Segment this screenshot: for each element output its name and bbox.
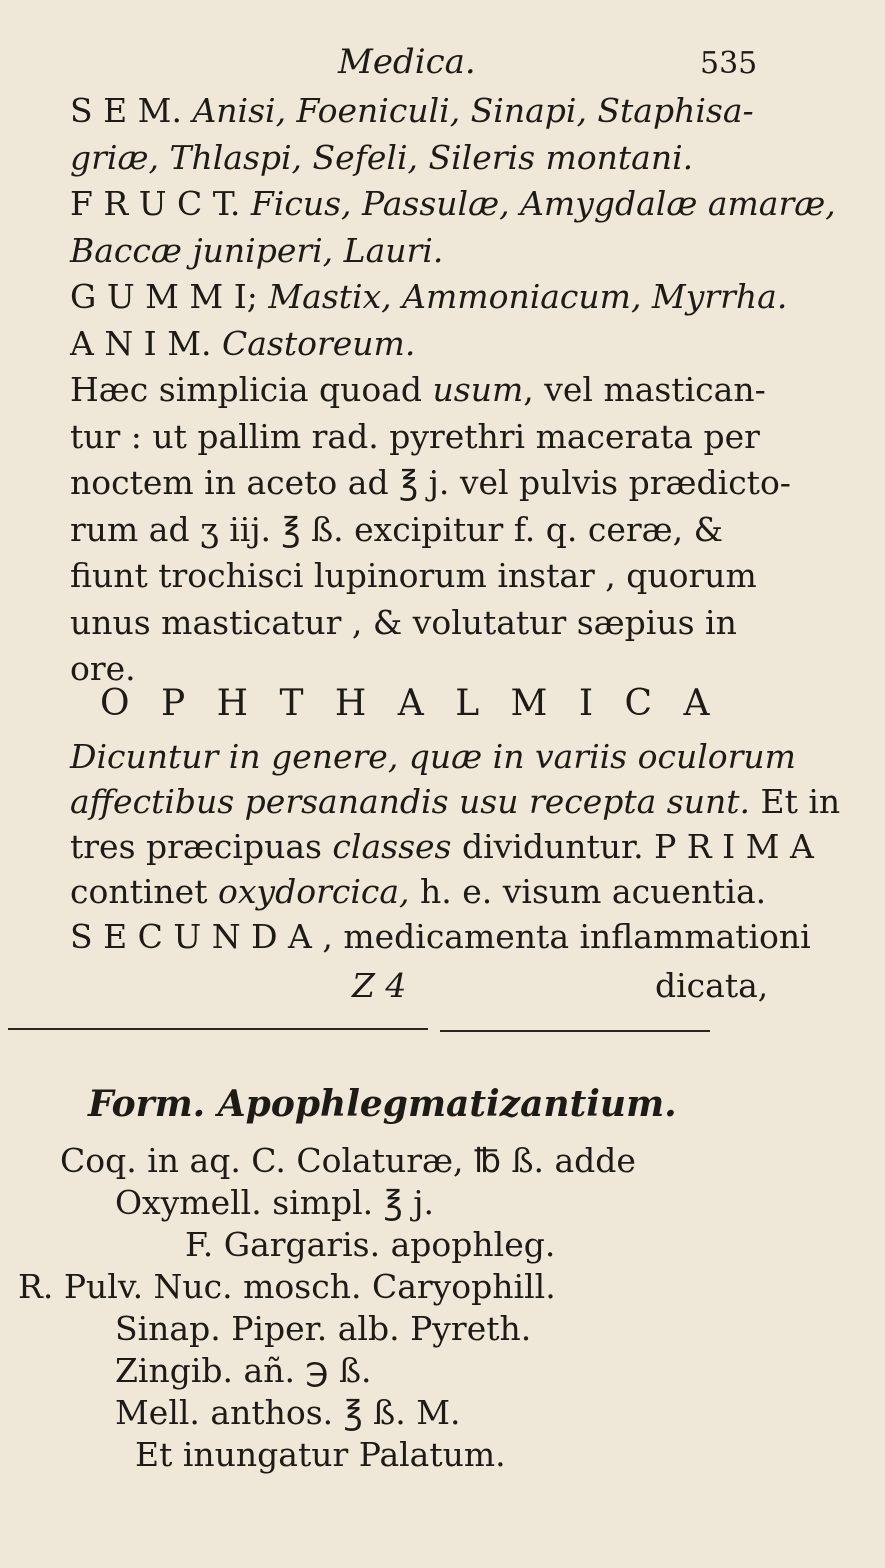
text-line [70, 604, 770, 642]
text-run: tres præcipuas [70, 827, 333, 866]
text-run: S E C U N D A , medicamenta inflammationi [70, 917, 811, 956]
text-run: tur : ut pallim rad. pyrethri macerata per [70, 416, 760, 456]
text-run: continet [70, 872, 218, 911]
text-run: usum [432, 370, 524, 409]
divider-rule-right [440, 1030, 710, 1032]
text-line [70, 418, 770, 456]
text-line [70, 511, 770, 549]
text-line [70, 463, 791, 502]
text-run: affectibus persanandis usu recepta sunt. [70, 782, 750, 821]
text-run: Hæc simplicia quoad [70, 370, 433, 409]
text-run: h. e. visum acuentia. [409, 872, 767, 911]
text-run: A N I M. [70, 323, 222, 363]
page-number: 535 [700, 46, 758, 81]
recipe-line: Mell. anthos. ℥ ß. M. [115, 1393, 461, 1432]
text-line [70, 139, 770, 177]
text-line [70, 92, 770, 130]
text-run: Et in [750, 782, 841, 821]
text-line [70, 325, 770, 363]
recipe-heading: Form. Apophlegmatizantium. [88, 1083, 677, 1125]
text-line [70, 277, 788, 316]
running-header [0, 40, 800, 90]
recipe-line: F. Gargaris. apophleg. [185, 1225, 556, 1264]
text-run: noctem in aceto ad ℥ j. vel pulvis prædicto- [70, 463, 791, 502]
section-heading: O P H T H A L M I C A [100, 683, 720, 724]
text-run: ore. [70, 649, 136, 688]
text-run: F R U C T. [70, 184, 251, 223]
text-run: unus masticatur , & volutatur sæpius in [70, 602, 737, 642]
text-line [70, 371, 770, 409]
recipe-line: Et inungatur Palatum. [135, 1435, 506, 1474]
running-title: Medica. [338, 42, 476, 82]
text-line [70, 873, 770, 911]
recipe-line: Sinap. Piper. alb. Pyreth. [115, 1309, 532, 1348]
text-run: G U M M I; [70, 277, 269, 316]
text-run: Anisi, Foeniculi, Sinapi, Staphisa- [192, 91, 754, 130]
text-run: classes [332, 827, 452, 866]
text-run: Mastix, Ammoniacum, Myrrha. [268, 277, 788, 316]
recipe-line: Coq. in aq. C. Colaturæ, ℔ ß. adde [60, 1141, 636, 1180]
text-line [70, 184, 836, 223]
text-line [70, 917, 811, 956]
catchword: dicata, [655, 966, 769, 1005]
text-line [70, 557, 770, 595]
text-line [70, 782, 841, 821]
text-line [70, 232, 770, 270]
text-run: S E M. [70, 91, 193, 130]
text-run: Dicuntur in genere, quæ in variis oculorum [70, 737, 796, 776]
text-run: Baccæ juniperi, Lauri. [70, 230, 444, 270]
text-run: rum ad ʒ iij. ℥ ß. excipitur f. q. ceræ, & [70, 509, 724, 549]
text-run: dividuntur. P R I M A [451, 827, 814, 866]
recipe-line: R. Pulv. Nuc. mosch. Caryophill. [18, 1267, 556, 1306]
text-run: Ficus, Passulæ, Amygdalæ amaræ, [250, 184, 836, 223]
recipe-line: Oxymell. simpl. ℥ j. [115, 1183, 434, 1222]
text-line [70, 827, 814, 866]
text-run: , vel mastican- [523, 370, 766, 409]
signature-mark: Z 4 [352, 966, 407, 1005]
text-run: oxydorcica, [217, 872, 410, 911]
divider-rule-left [8, 1028, 428, 1030]
recipe-line: Zingib. añ. ℈ ß. [115, 1351, 372, 1390]
text-run: griæ, Thlaspi, Sefeli, Sileris montani. [70, 137, 694, 177]
text-run: fiunt trochisci lupinorum instar , quorum [70, 556, 757, 595]
text-run: Castoreum. [221, 323, 416, 363]
text-line [70, 737, 796, 776]
